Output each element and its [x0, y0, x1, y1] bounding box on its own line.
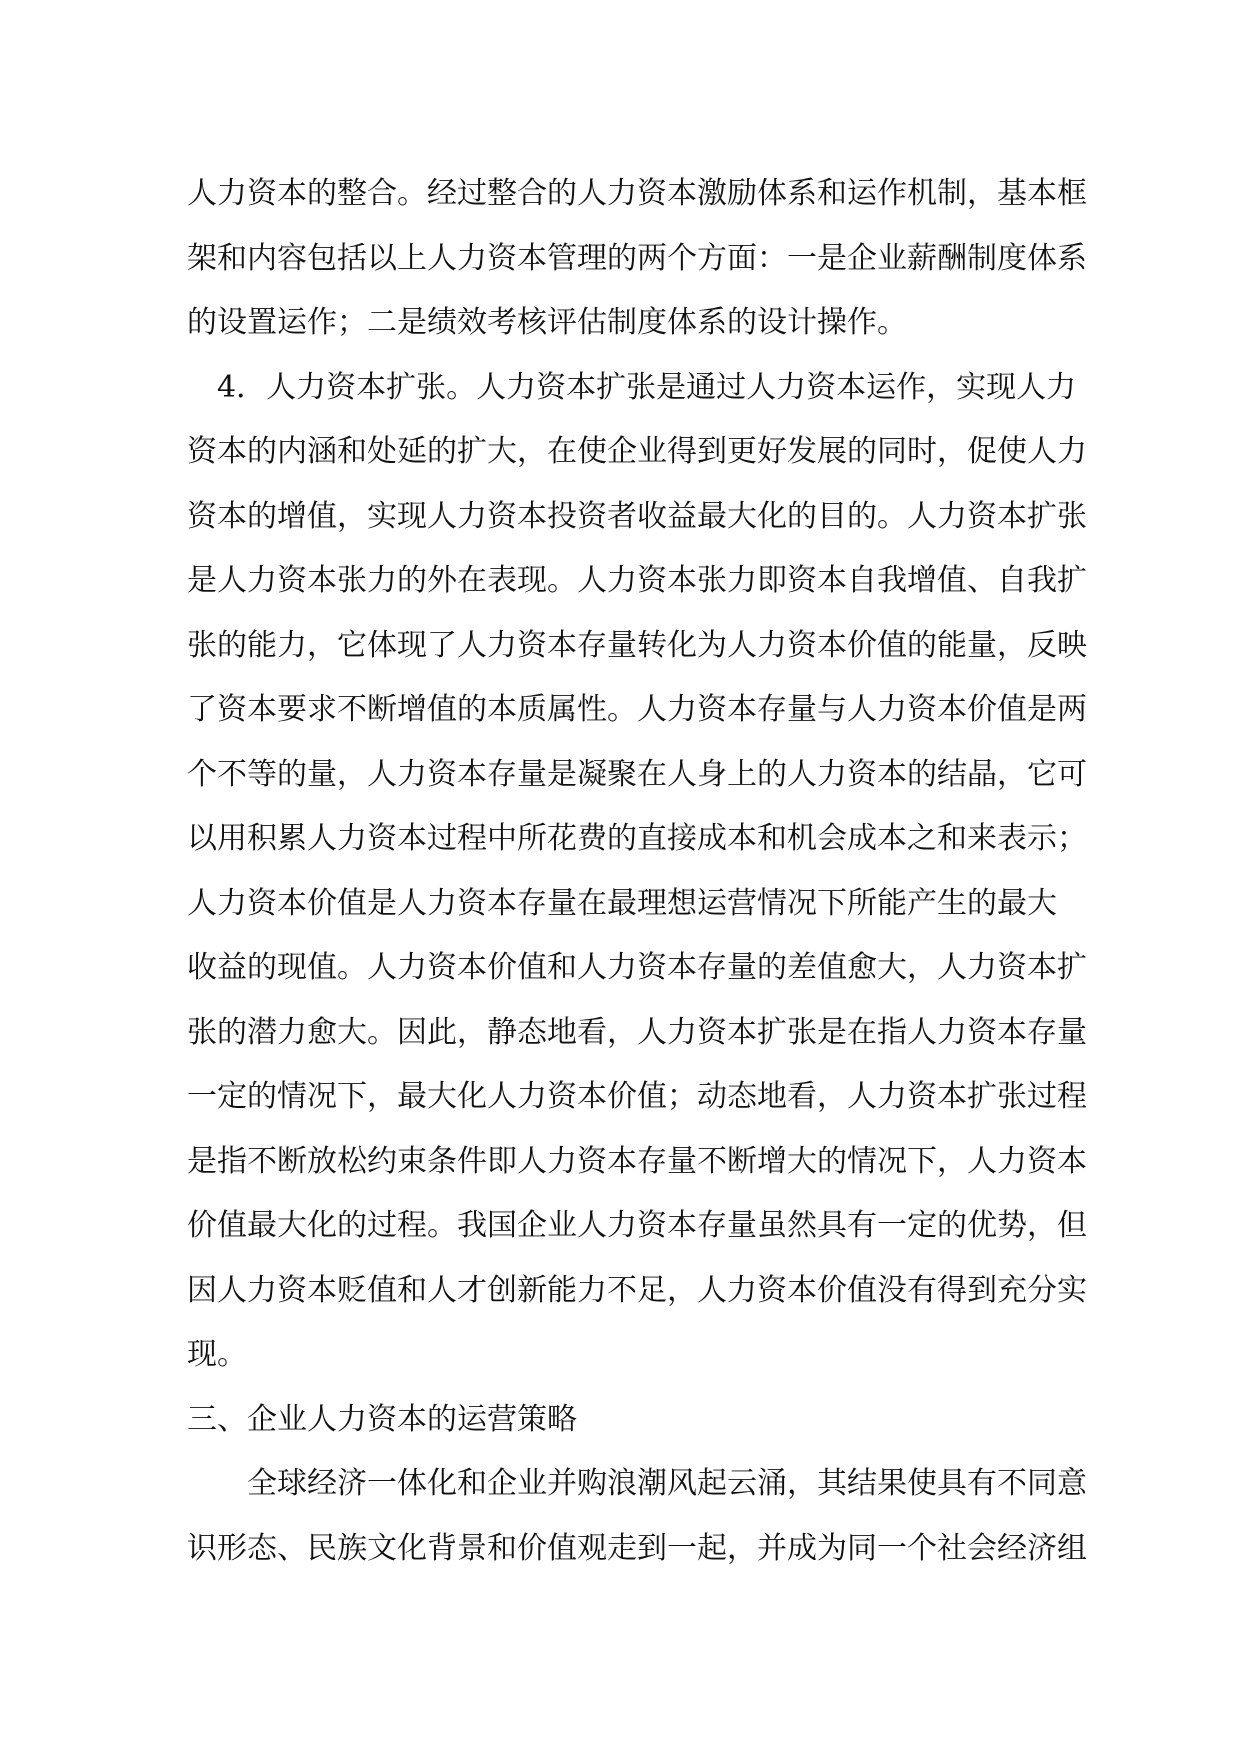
- text-line: 张的潜力愈大。因此，静态地看，人力资本扩张是在指人力资本存量: [187, 1014, 1087, 1050]
- text-line: 一定的情况下，最大化人力资本价值；动态地看，人力资本扩张过程: [187, 1079, 1087, 1114]
- text-line: 了资本要求不断增值的本质属性。人力资本存量与人力资本价值是两: [187, 692, 1087, 727]
- text-line: 资本的增值，实现人力资本投资者收益最大化的目的。人力资本扩张: [187, 498, 1087, 534]
- text-line: 人力资本的整合。经过整合的人力资本激励体系和运作机制，基本框: [187, 176, 1087, 211]
- paragraph-integration: [187, 162, 1087, 356]
- text-line: 收益的现值。人力资本价值和人力资本存量的差值愈大，人力资本扩: [187, 950, 1087, 985]
- text-line: 是人力资本张力的外在表现。人力资本张力即资本自我增值、自我扩: [187, 563, 1087, 598]
- text-line: 4．人力资本扩张。人力资本扩张是通过人力资本运作，实现人力: [217, 369, 1077, 405]
- text-line: 人力资本价值是人力资本存量在最理想运营情况下所能产生的最大: [187, 885, 1057, 921]
- text-line: 是指不断放松约束条件即人力资本存量不断增大的情况下，人力资本: [187, 1143, 1087, 1179]
- text-line: 以用积累人力资本过程中所花费的直接成本和机会成本之和来表示；: [187, 821, 1087, 856]
- text-line: 的设置运作；二是绩效考核评估制度体系的设计操作。: [187, 305, 907, 340]
- paragraph-human-capital-expansion: [187, 356, 1087, 1388]
- text-line: 个不等的量，人力资本存量是凝聚在人身上的人力资本的结晶，它可: [187, 756, 1087, 792]
- text-line: 因人力资本贬值和人才创新能力不足，人力资本价值没有得到充分实: [187, 1272, 1087, 1308]
- text-line: 现。: [187, 1337, 247, 1372]
- text-line: 架和内容包括以上人力资本管理的两个方面：一是企业薪酬制度体系: [187, 240, 1087, 276]
- document-body: [187, 162, 1087, 1581]
- section-heading: 三、企业人力资本的运营策略: [187, 1401, 577, 1437]
- text-line: 张的能力，它体现了人力资本存量转化为人力资本价值的能量，反映: [187, 627, 1087, 663]
- text-line: 资本的内涵和处延的扩大，在使企业得到更好发展的同时，促使人力: [187, 434, 1087, 469]
- paragraph-operation-strategy: [187, 1452, 1087, 1581]
- text-line: 识形态、民族文化背景和价值观走到一起，并成为同一个社会经济组: [187, 1530, 1087, 1566]
- text-line: 全球经济一体化和企业并购浪潮风起云涌，其结果使具有不同意: [247, 1466, 1087, 1501]
- text-line: 价值最大化的过程。我国企业人力资本存量虽然具有一定的优势，但: [187, 1208, 1087, 1243]
